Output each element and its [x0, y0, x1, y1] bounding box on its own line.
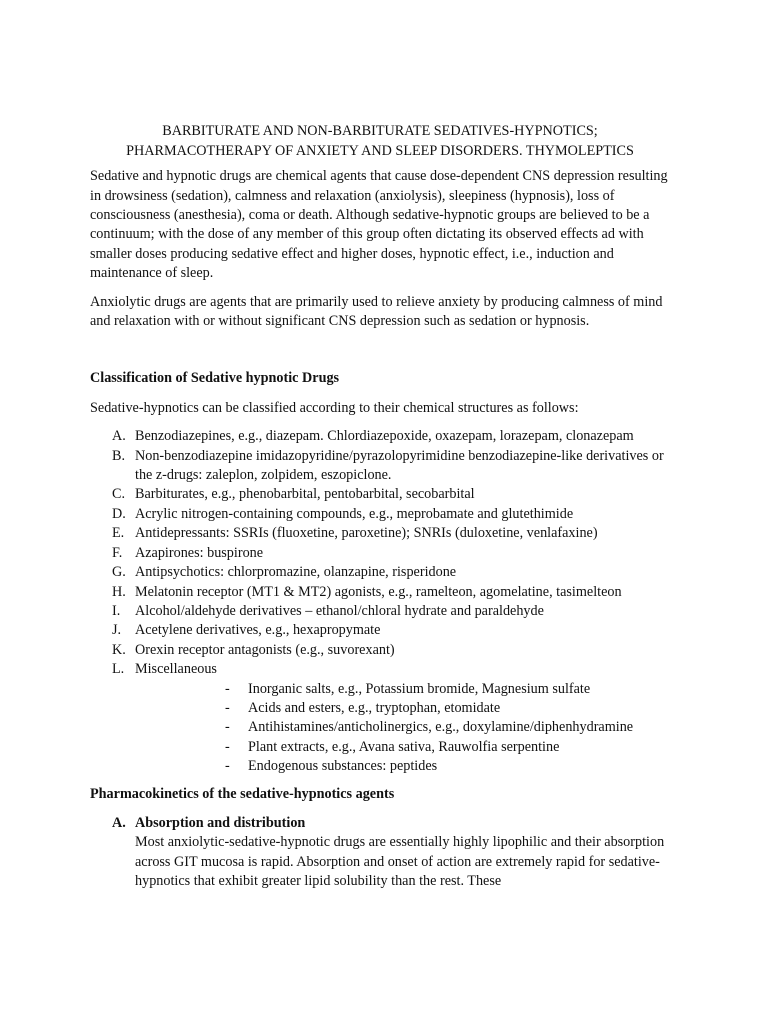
list-item-text: Azapirones: buspirone	[135, 544, 264, 561]
list-marker: G.	[112, 564, 126, 581]
list-item-text: Acrylic nitrogen-containing compounds, e.g., meprobamate and glutethimide	[135, 505, 574, 522]
list-item	[90, 485, 670, 504]
classification-lead: Sedative-hypnotics can be classified according to their chemical structures as follows:	[90, 399, 579, 416]
pharmacokinetics-heading: Pharmacokinetics of the sedative-hypnotics agents	[90, 785, 395, 802]
sublist-item-text: Acids and esters, e.g., tryptophan, etomidate	[248, 699, 501, 716]
list-item-text: Melatonin receptor (MT1 & MT2) agonists, e.g., ramelteon, agomelatine, tasimelteon	[135, 583, 622, 600]
list-item	[90, 602, 670, 621]
absorption-section	[90, 814, 670, 892]
list-item-text: Benzodiazepines, e.g., diazepam. Chlordiazepoxide, oxazepam, lorazepam, clonazepam	[135, 428, 634, 445]
list-item-text: Alcohol/aldehyde derivatives – ethanol/chloral hydrate and paraldehyde	[135, 602, 544, 619]
intro-paragraph-1: Sedative and hypnotic drugs are chemical agents that cause dose-dependent CNS depression resulting in drowsiness (sedation), calmness and relaxation (anxiolysis), sleepiness (hypnosis), loss of consciousness (anesthesia), coma or death. Although sedative-hypnotic groups are believed to be a continuum; with the dose of any member of this group often dictating its observed effects ad with smaller doses producing sedative effect and higher doses, hypnotic effect, i.e., induction and maintenance of sleep.	[90, 168, 668, 282]
list-marker: D.	[112, 505, 126, 522]
list-item	[90, 641, 670, 660]
list-item	[90, 524, 670, 543]
list-item-text: Antidepressants: SSRIs (fluoxetine, paroxetine); SNRIs (duloxetine, venlafaxine)	[135, 525, 598, 542]
dash-bullet: -	[225, 680, 230, 697]
section-spacer	[90, 340, 670, 369]
list-marker: I.	[112, 602, 121, 619]
sublist-item	[135, 718, 670, 737]
list-marker: C.	[112, 486, 126, 503]
list-marker: H.	[112, 583, 126, 600]
list-marker: J.	[112, 622, 122, 639]
list-item	[90, 544, 670, 563]
sublist-item-text: Plant extracts, e.g., Avana sativa, Rauwolfia serpentine	[248, 738, 560, 755]
dash-bullet: -	[225, 758, 230, 775]
list-marker: F.	[112, 544, 123, 561]
dash-bullet: -	[225, 699, 230, 716]
list-item-text: Barbiturates, e.g., phenobarbital, pentobarbital, secobarbital	[135, 486, 475, 503]
list-item	[90, 427, 670, 446]
list-marker: B.	[112, 447, 126, 464]
classification-list	[90, 427, 670, 776]
title-line-2: PHARMACOTHERAPY OF ANXIETY AND SLEEP DISORDERS. THYMOLEPTICS	[126, 142, 634, 159]
list-item	[90, 621, 670, 640]
dash-bullet: -	[225, 719, 230, 736]
title-line-1: BARBITURATE AND NON-BARBITURATE SEDATIVES-HYPNOTICS;	[162, 123, 598, 139]
miscellaneous-sublist	[135, 680, 670, 777]
document-page	[90, 122, 670, 892]
classification-heading: Classification of Sedative hypnotic Drugs	[90, 370, 340, 387]
list-marker: K.	[112, 641, 126, 658]
list-item	[90, 447, 670, 486]
subsection-text: Most anxiolytic-sedative-hypnotic drugs are essentially highly lipophilic and their absorption across GIT mucosa is rapid. Absorption and onset of action are extremely rapid for sedative-hypnotics that exhibit greater lipid solubility than the rest. These	[135, 834, 665, 890]
list-item-text: Non-benzodiazepine imidazopyridine/pyrazolopyrimidine benzodiazepine-like derivatives or the z-drugs: zaleplon, zolpidem, eszopiclone.	[135, 447, 664, 484]
sublist-item-text: Endogenous substances: peptides	[248, 758, 438, 775]
list-item-text: Orexin receptor antagonists (e.g., suvorexant)	[135, 641, 395, 658]
list-item-text: Antipsychotics: chlorpromazine, olanzapine, risperidone	[135, 564, 457, 581]
list-item	[90, 563, 670, 582]
sublist-item-text: Antihistamines/anticholinergics, e.g., doxylamine/diphenhydramine	[248, 719, 634, 736]
sublist-item-text: Inorganic salts, e.g., Potassium bromide, Magnesium sulfate	[248, 680, 591, 697]
list-marker: L.	[112, 661, 125, 678]
list-item-text: Acetylene derivatives, e.g., hexapropymate	[135, 622, 381, 639]
intro-paragraph-2: Anxiolytic drugs are agents that are primarily used to relieve anxiety by producing calmness of mind and relaxation with or without significant CNS depression such as sedation or hypnosis.	[90, 293, 663, 330]
list-item	[90, 583, 670, 602]
list-item-text: Miscellaneous	[135, 661, 217, 678]
sublist-item	[135, 738, 670, 757]
list-item	[90, 505, 670, 524]
sublist-item	[135, 757, 670, 776]
list-marker: E.	[112, 525, 125, 542]
dash-bullet: -	[225, 738, 230, 755]
subsection-title: Absorption and distribution	[135, 814, 306, 831]
sublist-item	[135, 680, 670, 699]
sublist-item	[135, 699, 670, 718]
list-item	[90, 660, 670, 776]
subsection-marker: A.	[112, 814, 126, 831]
document-title	[90, 122, 670, 161]
list-marker: A.	[112, 428, 126, 445]
